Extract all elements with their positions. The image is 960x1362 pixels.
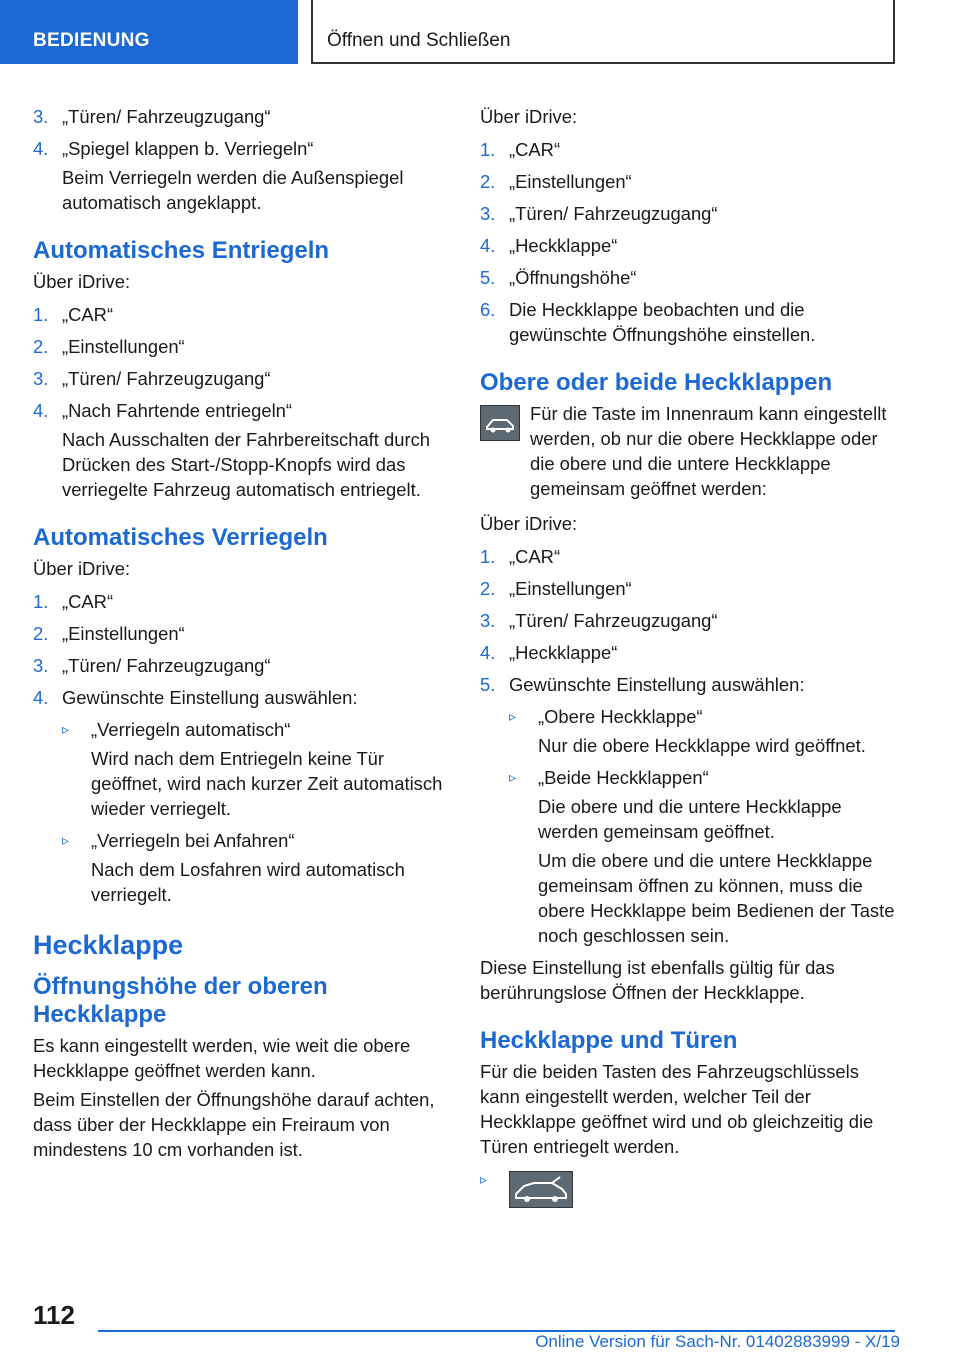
bullet-subtext: Die obere und die untere Heckklappe werden gemeinsam geöffnet. [538, 796, 842, 842]
list-item [480, 608, 896, 633]
list-text: „Einstellungen“ [62, 336, 185, 357]
list-text: „CAR“ [62, 304, 114, 325]
list-number: 4. [33, 138, 49, 159]
list-number: 2. [480, 171, 496, 192]
list-item [33, 653, 451, 678]
list-number: 2. [480, 578, 496, 599]
list-number: 2. [33, 336, 49, 357]
list-number: 2. [33, 623, 49, 644]
list-item [33, 398, 451, 423]
left-column [33, 104, 451, 1170]
bullet-item [480, 704, 896, 729]
list-number: 1. [480, 139, 496, 160]
bullet-subtext: Um die obere und die untere Heckklappe gemeinsam öffnen zu können, muss die obere Heckklappe beim Bedienen der Taste noch geschlossen sein. [538, 850, 895, 946]
list-item [480, 672, 896, 697]
list-text: Die Heckklappe beobachten und die gewünschte Öffnungshöhe einstellen. [509, 299, 816, 345]
paragraph: Für die beiden Tasten des Fahrzeugschlüssels kann eingestellt werden, welcher Teil der Heckklappe geöffnet wird und ob gleichzeitig die Türen entriegelt werden. [480, 1061, 874, 1157]
list-number: 3. [33, 368, 49, 389]
footer-version-text: Online Version für Sach-Nr. 01402883999 - X/19 [535, 1332, 900, 1351]
list-item [480, 265, 896, 290]
list-item [33, 685, 451, 710]
list-item [480, 201, 896, 226]
list-text: Gewünschte Einstellung auswählen: [509, 674, 805, 695]
page-header [0, 0, 960, 66]
list-text: „Heckklappe“ [509, 642, 618, 663]
triangle-bullet-icon: ▹ [62, 832, 70, 848]
triangle-bullet-icon: ▹ [509, 708, 517, 724]
list-item [33, 104, 451, 129]
list-text: „Spiegel klappen b. Verriegeln“ [62, 138, 314, 159]
list-number: 4. [480, 642, 496, 663]
list-number: 1. [33, 591, 49, 612]
list-number: 1. [480, 546, 496, 567]
list-item [33, 589, 451, 614]
list-item [480, 544, 896, 569]
list-text: Gewünschte Einstellung auswählen: [62, 687, 358, 708]
list-item [480, 137, 896, 162]
list-text: „Nach Fahrtende entriegeln“ [62, 400, 293, 421]
list-text: „CAR“ [509, 546, 561, 567]
list-text: „Öffnungshöhe“ [509, 267, 637, 288]
page-number: 112 [33, 1300, 75, 1330]
car-tailgate-icon [509, 1171, 573, 1208]
list-number: 3. [480, 203, 496, 224]
chapter-title: Öffnen und Schließen [311, 0, 895, 64]
heading-tailgate-doors: Heckklappe und Türen [480, 1027, 738, 1054]
list-item [480, 640, 896, 665]
heading-upper-or-both: Obere oder beide Heckklappen [480, 369, 833, 396]
list-item [33, 366, 451, 391]
list-text: „Türen/ Fahrzeugzugang“ [62, 106, 271, 127]
list-number: 1. [33, 304, 49, 325]
list-text: „CAR“ [509, 139, 561, 160]
list-number: 4. [480, 235, 496, 256]
triangle-bullet-icon: ▹ [62, 721, 70, 737]
list-text: „Einstellungen“ [62, 623, 185, 644]
bullet-text: „Obere Heckklappe“ [538, 706, 703, 727]
paragraph: Diese Einstellung ist ebenfalls gültig für das berührungslose Öffnen der Heckklappe. [480, 957, 835, 1003]
icon-paragraph [480, 401, 896, 501]
list-item [33, 334, 451, 359]
list-text: „Türen/ Fahrzeugzugang“ [62, 655, 271, 676]
bullet-subtext: Nur die obere Heckklappe wird geöffnet. [538, 735, 866, 756]
list-item [33, 302, 451, 327]
heading-auto-unlock: Automatisches Entriegeln [33, 237, 330, 264]
bullet-item [33, 717, 451, 742]
bullet-item [33, 828, 451, 853]
right-column [480, 104, 896, 1207]
triangle-bullet-icon: ▹ [509, 769, 517, 785]
list-item [480, 297, 896, 347]
list-item [33, 136, 451, 161]
list-number: 3. [33, 655, 49, 676]
list-item [480, 576, 896, 601]
list-number: 3. [480, 610, 496, 631]
bullet-item [480, 765, 896, 790]
list-text: „Heckklappe“ [509, 235, 618, 256]
list-text: „Einstellungen“ [509, 578, 632, 599]
list-text: „Türen/ Fahrzeugzugang“ [509, 203, 718, 224]
heading-tailgate: Heckklappe [33, 930, 184, 960]
list-text: „Türen/ Fahrzeugzugang“ [62, 368, 271, 389]
idrive-intro: Über iDrive: [480, 106, 578, 127]
list-item [480, 169, 896, 194]
list-number: 5. [480, 267, 496, 288]
section-label: BEDIENUNG [0, 0, 298, 64]
list-number: 4. [33, 687, 49, 708]
list-text: „Türen/ Fahrzeugzugang“ [509, 610, 718, 631]
paragraph: Beim Einstellen der Öffnungshöhe darauf achten, dass über der Heckklappe ein Freiraum von mindestens 10 cm vorhanden ist. [33, 1089, 435, 1160]
bullet-icon-row [480, 1167, 896, 1207]
triangle-bullet-icon: ▹ [480, 1171, 488, 1187]
list-item [33, 621, 451, 646]
list-number: 6. [480, 299, 496, 320]
list-item [480, 233, 896, 258]
bullet-text: „Beide Heckklappen“ [538, 767, 709, 788]
idrive-intro: Über iDrive: [480, 513, 578, 534]
bullet-subtext: Wird nach dem Entriegeln keine Tür geöffnet, wird nach kurzer Zeit automatisch wieder verriegelt. [91, 748, 443, 819]
list-text: „Einstellungen“ [509, 171, 632, 192]
bullet-subtext: Nach dem Losfahren wird automatisch verriegelt. [91, 859, 405, 905]
list-subtext: Nach Ausschalten der Fahrbereitschaft durch Drücken des Start-/Stopp-Knopfs wird das verriegelte Fahrzeug automatisch entriegelt. [62, 429, 431, 500]
paragraph: Für die Taste im Innenraum kann eingestellt werden, ob nur die obere Heckklappe oder die obere und die untere Heckklappe gemeinsam geöffnet werden: [530, 403, 887, 499]
list-number: 3. [33, 106, 49, 127]
list-number: 5. [480, 674, 496, 695]
idrive-intro: Über iDrive: [33, 558, 131, 579]
bullet-text: „Verriegeln automatisch“ [91, 719, 291, 740]
heading-auto-lock: Automatisches Verriegeln [33, 524, 328, 551]
bullet-text: „Verriegeln bei Anfahren“ [91, 830, 295, 851]
paragraph: Es kann eingestellt werden, wie weit die obere Heckklappe geöffnet werden kann. [33, 1035, 411, 1081]
tailgate-button-icon [480, 405, 520, 441]
idrive-intro: Über iDrive: [33, 271, 131, 292]
heading-opening-height: Öffnungshöhe der oberen Heckklappe [33, 973, 328, 1028]
list-text: „CAR“ [62, 591, 114, 612]
list-number: 4. [33, 400, 49, 421]
list-subtext: Beim Verriegeln werden die Außenspiegel automatisch angeklappt. [62, 167, 404, 213]
